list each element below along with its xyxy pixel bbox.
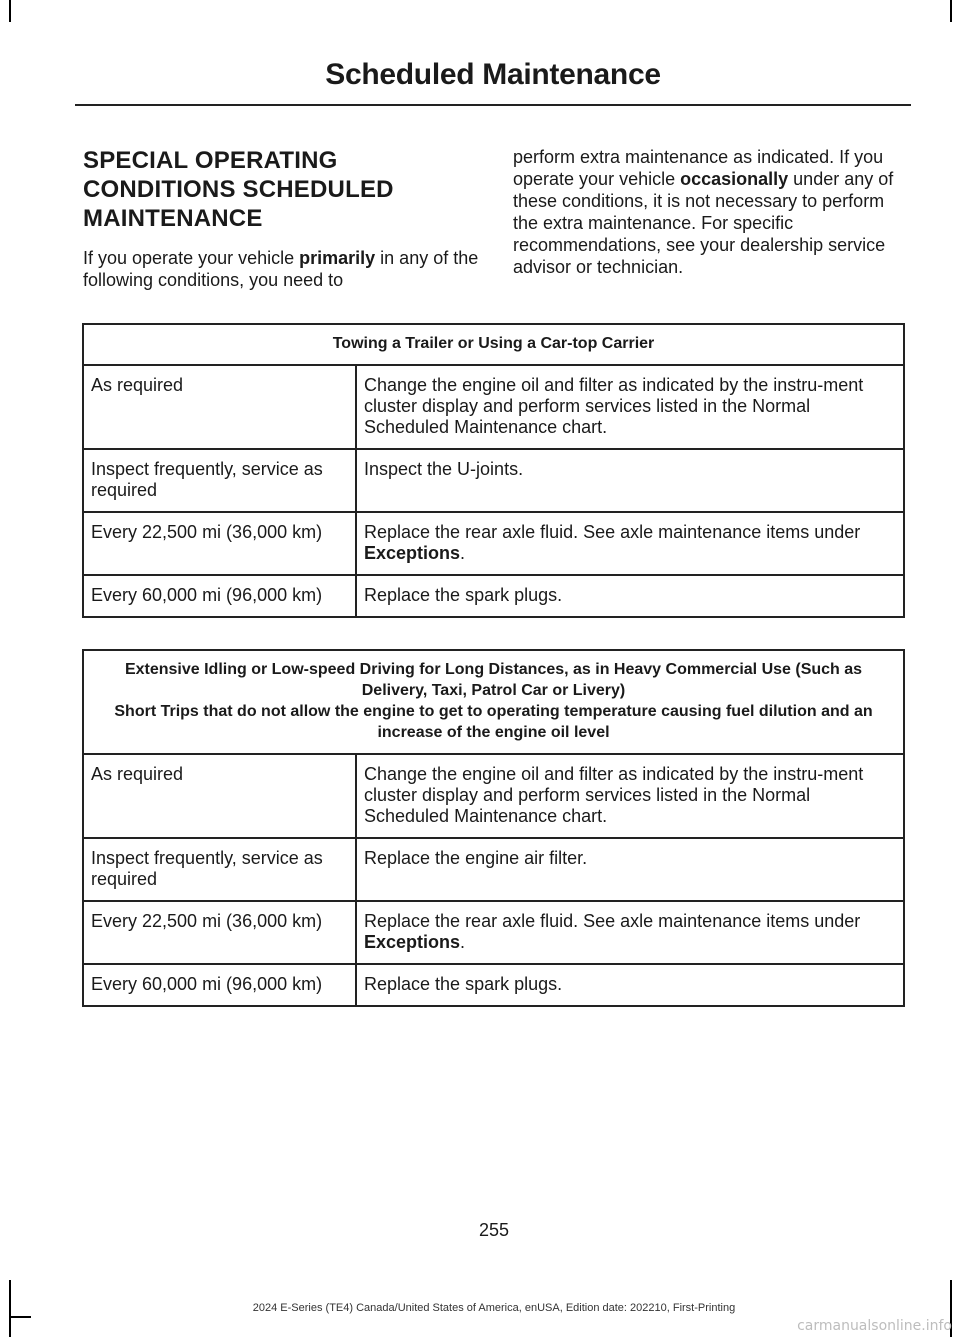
- crop-mark-top-left: [9, 0, 11, 22]
- exceptions-reference: Exceptions: [364, 932, 461, 952]
- action-text: Replace the spark plugs.: [364, 974, 563, 994]
- action-cell: [356, 754, 904, 838]
- table-header-row: [83, 650, 904, 754]
- interval-cell: Every 60,000 mi (96,000 km): [83, 964, 356, 1006]
- continuation-text-after: under any of these conditions, it is not necessary to perform the extra maintenance. For specific recommendations, see your dealership service advisor or technician.: [513, 169, 894, 277]
- towing-maintenance-table: [82, 323, 905, 618]
- table-row: [83, 365, 904, 449]
- watermark: carmanualsonline.info: [797, 1318, 952, 1334]
- intro-text-before: If you operate your vehicle: [83, 248, 300, 268]
- section-title: [83, 146, 483, 233]
- section-title-line-2: CONDITIONS SCHEDULED: [83, 176, 394, 203]
- interval-cell: As required: [83, 754, 356, 838]
- interval-cell: Every 22,500 mi (36,000 km): [83, 901, 356, 964]
- action-text: Change the engine oil and filter as indicated by the instru-ment cluster display and perform services listed in the Normal Scheduled Maintenance chart.: [364, 375, 864, 437]
- interval-cell: Inspect frequently, service as required: [83, 449, 356, 512]
- action-cell: [356, 575, 904, 617]
- continuation-paragraph: [513, 146, 908, 278]
- action-text: Inspect the U-joints.: [364, 459, 524, 479]
- header-divider: [75, 104, 911, 106]
- towing-table-header: Towing a Trailer or Using a Car-top Carrier: [83, 324, 904, 365]
- action-cell: [356, 449, 904, 512]
- table-row: [83, 575, 904, 617]
- crop-mark-top-right: [950, 0, 952, 22]
- idling-header-line-1: Extensive Idling or Low-speed Driving for Long Distances, as in Heavy Commercial Use (Such as Delivery, Taxi, Patrol Car or Livery): [124, 661, 863, 699]
- crop-mark-bottom-left-h: [9, 1316, 31, 1318]
- action-cell: [356, 901, 904, 964]
- edition-footer: 2024 E-Series (TE4) Canada/United States of America, enUSA, Edition date: 202210, First-Printing: [252, 1302, 736, 1314]
- section-title-line-3: MAINTENANCE: [83, 205, 263, 232]
- action-cell: [356, 512, 904, 575]
- interval-cell: As required: [83, 365, 356, 449]
- table-row: [83, 449, 904, 512]
- page-number: 255: [478, 1220, 510, 1240]
- action-text: Replace the engine air filter.: [364, 848, 588, 868]
- continuation-emphasis-occasionally: occasionally: [680, 169, 789, 189]
- table-row: [83, 754, 904, 838]
- action-text: Replace the spark plugs.: [364, 585, 563, 605]
- idling-short-trips-maintenance-table: [82, 649, 905, 1007]
- action-text: Change the engine oil and filter as indicated by the instru-ment cluster display and perform services listed in the Normal Scheduled Maintenance chart.: [364, 764, 864, 826]
- table-row: [83, 838, 904, 901]
- intro-text-after: in any of the following conditions, you need to: [83, 248, 479, 290]
- action-text: Replace the rear axle fluid. See axle maintenance items under: [364, 522, 861, 542]
- action-cell: [356, 838, 904, 901]
- table-row: [83, 964, 904, 1006]
- idling-header-line-2: Short Trips that do not allow the engine to get to operating temperature causing fuel dilution and an increase of the engine oil level: [114, 703, 873, 741]
- action-after: .: [460, 543, 466, 563]
- table-row: [83, 512, 904, 575]
- action-after: .: [460, 932, 466, 952]
- action-cell: [356, 365, 904, 449]
- action-text: Replace the rear axle fluid. See axle maintenance items under: [364, 911, 861, 931]
- table-header-row: [83, 324, 904, 365]
- left-column: [83, 146, 483, 291]
- interval-cell: Every 60,000 mi (96,000 km): [83, 575, 356, 617]
- exceptions-reference: Exceptions: [364, 543, 461, 563]
- page-header-title: Scheduled Maintenance: [325, 58, 661, 91]
- section-title-line-1: SPECIAL OPERATING: [83, 147, 338, 174]
- table-row: [83, 901, 904, 964]
- idling-table-header: [83, 650, 904, 754]
- action-cell: [356, 964, 904, 1006]
- interval-cell: Every 22,500 mi (36,000 km): [83, 512, 356, 575]
- right-column: [513, 146, 908, 278]
- continuation-text-before: perform extra maintenance as indicated. If you operate your vehicle: [513, 147, 884, 189]
- interval-cell: Inspect frequently, service as required: [83, 838, 356, 901]
- intro-paragraph: [83, 247, 483, 291]
- intro-emphasis-primarily: primarily: [299, 248, 376, 268]
